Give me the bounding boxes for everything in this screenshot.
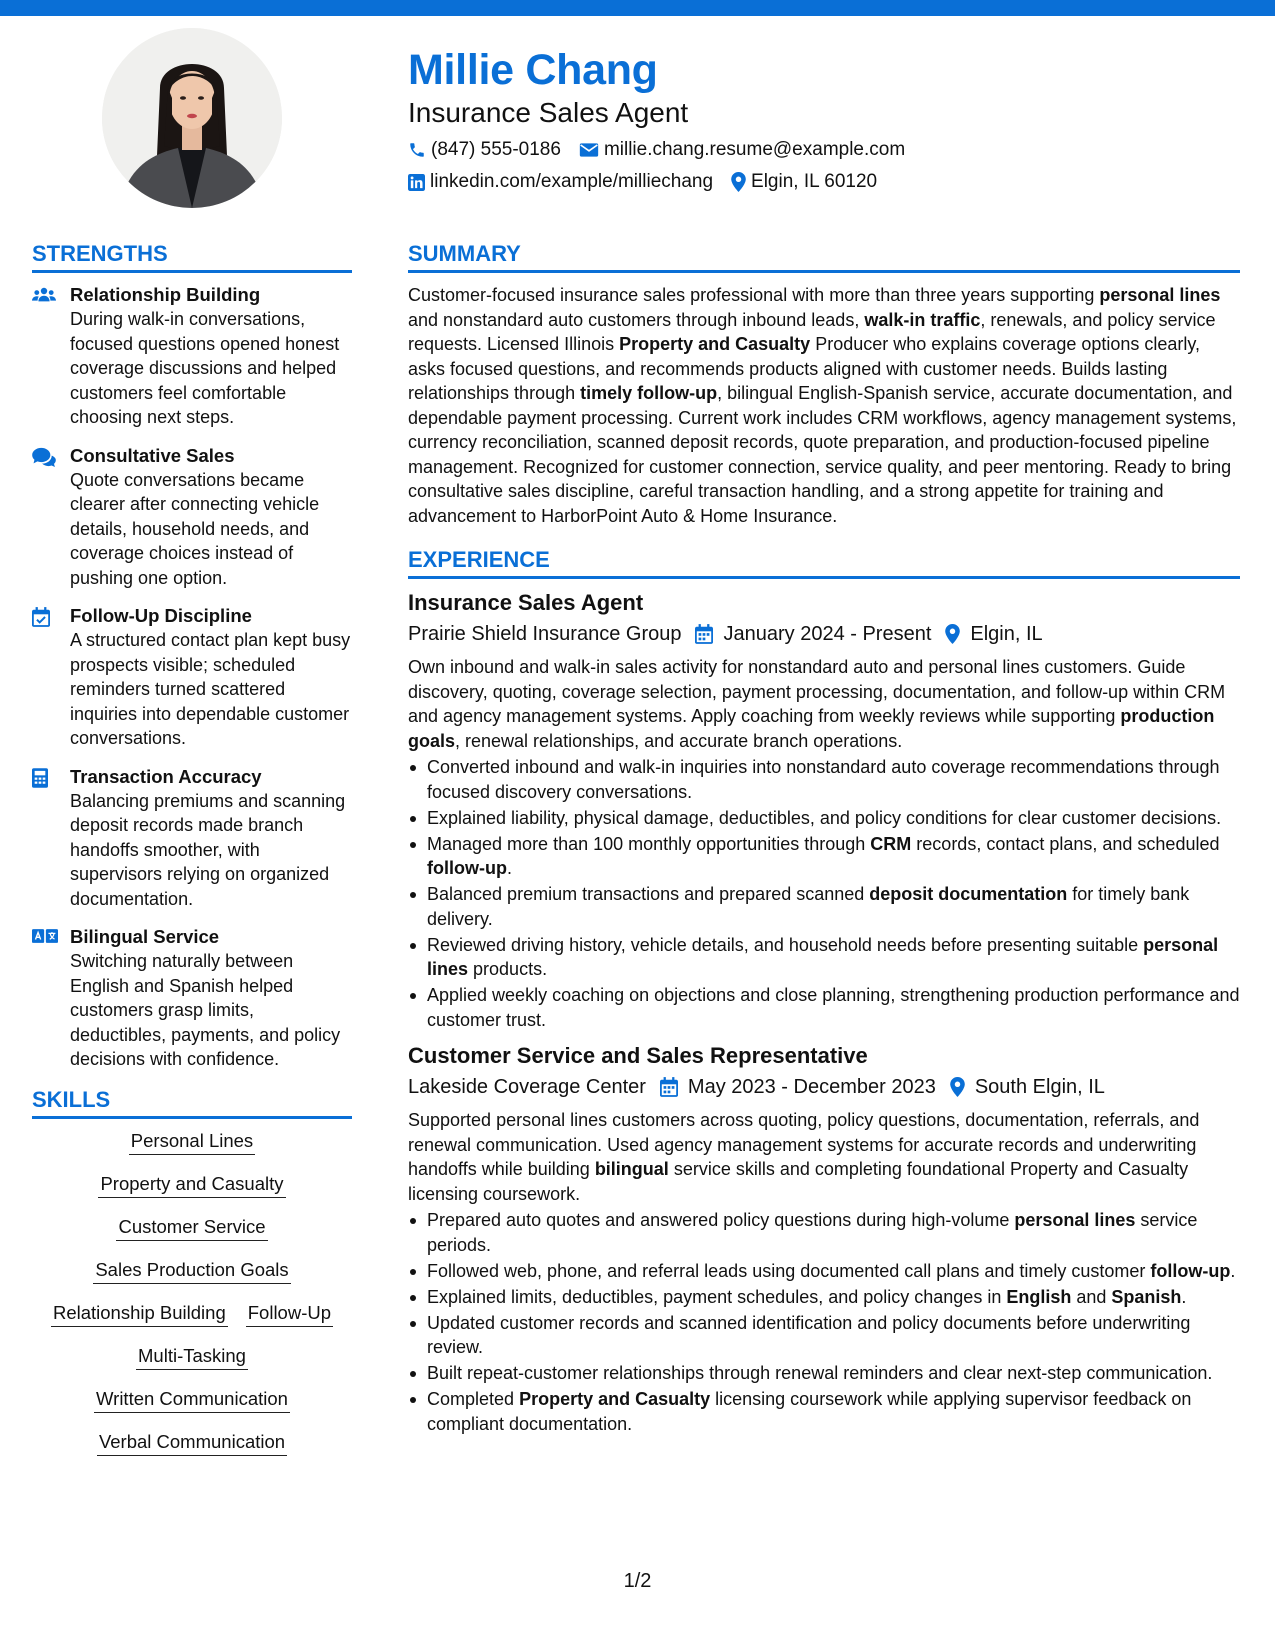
bullet-item: Explained limits, deductibles, payment schedules, and policy changes in English and Spanish. [408, 1285, 1240, 1310]
calendar-check-icon [32, 607, 50, 627]
skill-tag: Customer Service [116, 1215, 267, 1241]
top-accent-bar [0, 0, 1275, 16]
phone-text: (847) 555-0186 [431, 139, 561, 160]
calendar-icon [695, 624, 713, 644]
strength-title: Follow-Up Discipline [70, 605, 252, 626]
skills-heading: SKILLS [32, 1086, 352, 1119]
strength-title: Transaction Accuracy [70, 765, 262, 787]
bullet-item: Applied weekly coaching on objections and close planning, strengthening production performance and customer trust. [408, 983, 1240, 1032]
contact-line-2 [408, 170, 1228, 194]
strength-description: Quote conversations became clearer after connecting vehicle details, household needs, and coverage choices instead of pushing one option. [70, 469, 320, 588]
strength-item [32, 444, 352, 591]
page-number: 1/2 [623, 1570, 652, 1592]
strength-item [32, 604, 352, 751]
candidate-role: Insurance Sales Agent [408, 97, 689, 128]
bullet-item: Managed more than 100 monthly opportunities through CRM records, contact plans, and scheduled follow-up. [408, 832, 1240, 881]
skills-list [32, 1129, 352, 1456]
bullet-item: Updated customer records and scanned identification and policy documents before underwriting review. [408, 1311, 1240, 1360]
job-location: Elgin, IL [970, 623, 1043, 645]
linkedin-icon [408, 174, 425, 191]
skill-tag: Multi-Tasking [136, 1344, 248, 1370]
job-entry [408, 1042, 1240, 1436]
job-company: Lakeside Coverage Center [408, 1076, 646, 1098]
job-description: Own inbound and walk-in sales activity for nonstandard auto and personal lines customers. Guide discovery, quoting, coverage selection, payment processing, documentation, and follow-up within CRM and agency management systems. Apply coaching from weekly reviews while supporting production goals, renewal relationships, and accurate branch operations. [408, 657, 1226, 751]
strength-title: Consultative Sales [70, 444, 235, 466]
left-column [32, 240, 352, 1473]
strengths-heading: STRENGTHS [32, 240, 352, 273]
location-contact [731, 170, 877, 194]
job-bullets [408, 755, 1240, 1032]
bullet-item: Explained liability, physical damage, deductibles, and policy conditions for clear customer decisions. [408, 806, 1240, 831]
job-title: Insurance Sales Agent [408, 590, 644, 615]
job-dates: May 2023 - December 2023 [687, 1076, 936, 1098]
map-pin-icon [731, 172, 746, 192]
job-dates: January 2024 - Present [723, 623, 932, 645]
job-title: Customer Service and Sales Representative [408, 1043, 868, 1068]
strength-title: Relationship Building [70, 284, 261, 305]
bullet-item: Balanced premium transactions and prepared scanned deposit documentation for timely bank delivery. [408, 882, 1240, 931]
skill-tag: Property and Casualty [98, 1172, 285, 1198]
strength-item [32, 765, 352, 912]
job-description: Supported personal lines customers across quoting, policy questions, documentation, referrals, and renewal communication. Used agency management systems for accurate records and underwriting handoffs while building bilingual service skills and completing foundational Property and Casualty licensing coursework. [408, 1110, 1200, 1204]
bullet-item: Built repeat-customer relationships through renewal reminders and clear next-step communication. [408, 1361, 1240, 1386]
location-text: Elgin, IL 60120 [751, 171, 878, 192]
calendar-icon [660, 1077, 678, 1097]
strength-title: Bilingual Service [70, 926, 220, 947]
skill-tag: Personal Lines [129, 1129, 255, 1155]
map-pin-icon [945, 624, 960, 644]
job-entry [408, 589, 1240, 1032]
map-pin-icon [950, 1077, 965, 1097]
summary-text: Customer-focused insurance sales professional with more than three years supporting personal lines and nonstandard auto customers through inbound leads, walk-in traffic, renewals, and policy service requests. Licensed Illinois Property and Casualty Producer who explains coverage options clearly, asks focused questions, and recommends products aligned with customer needs. Builds lasting relationships through timely follow-up, bilingual English-Spanish service, accurate documentation, and dependable payment processing. Current work includes CRM workflows, agency management systems, currency reconciliation, scanned deposit records, quote preparation, and production-focused pipeline management. Recognized for customer connection, service quality, and peer mentoring. Ready to bring consultative sales discipline, careful transaction handling, and a strong appetite for training and advancement to HarborPoint Auto & Home Insurance. [408, 285, 1237, 526]
job-meta [408, 619, 1240, 649]
calculator-icon [32, 768, 48, 788]
linkedin-text: linkedin.com/example/milliechang [430, 171, 714, 192]
summary-heading: SUMMARY [408, 240, 1240, 273]
strength-description: A structured contact plan kept busy prospects visible; scheduled reminders turned scattered inquiries into dependable customer conversations. [70, 630, 351, 748]
phone-icon [408, 141, 426, 159]
skill-tag: Written Communication [94, 1387, 290, 1413]
linkedin-contact[interactable] [408, 170, 713, 194]
chat-bubbles-icon [32, 447, 56, 467]
job-location: South Elgin, IL [974, 1076, 1105, 1098]
candidate-name: Millie Chang [408, 46, 658, 94]
bullet-item: Prepared auto quotes and answered policy questions during high-volume personal lines service periods. [408, 1208, 1240, 1257]
envelope-icon [579, 142, 599, 158]
skill-tag: Relationship Building [51, 1301, 228, 1327]
strength-item [32, 283, 352, 430]
bullet-item: Converted inbound and walk-in inquiries into nonstandard auto coverage recommendations through focused discovery conversations. [408, 755, 1240, 804]
email-text: millie.chang.resume@example.com [603, 139, 906, 160]
skill-tag: Verbal Communication [97, 1430, 287, 1456]
phone-contact[interactable] [408, 138, 561, 162]
strength-description: During walk-in conversations, focused questions opened honest coverage discussions and helped customers feel comfortable choosing next steps. [70, 309, 340, 427]
experience-heading: EXPERIENCE [408, 546, 1240, 579]
job-bullets [408, 1208, 1240, 1436]
bullet-item: Reviewed driving history, vehicle details, and household needs before presenting suitable personal lines products. [408, 933, 1240, 982]
skill-tag: Sales Production Goals [93, 1258, 290, 1284]
bullet-item: Followed web, phone, and referral leads using documented call plans and timely customer follow-up. [408, 1259, 1240, 1284]
bullet-item: Completed Property and Casualty licensing coursework while applying supervisor feedback on compliant documentation. [408, 1387, 1240, 1436]
right-column [408, 240, 1240, 1438]
contact-line-1 [408, 138, 1228, 162]
job-meta [408, 1072, 1240, 1102]
skill-tag: Follow-Up [246, 1301, 333, 1327]
email-contact[interactable] [579, 138, 905, 162]
job-company: Prairie Shield Insurance Group [408, 623, 682, 645]
resume-header [408, 44, 1228, 194]
strength-description: Switching naturally between English and Spanish helped customers grasp limits, deductibles, payments, and policy decisions with confidence. [70, 951, 341, 1069]
profile-photo [102, 28, 282, 208]
users-icon [32, 286, 56, 304]
language-icon [32, 928, 58, 944]
strength-item [32, 925, 352, 1072]
strength-description: Balancing premiums and scanning deposit records made branch handoffs smoother, with supervisors relying on organized documentation. [70, 790, 346, 909]
